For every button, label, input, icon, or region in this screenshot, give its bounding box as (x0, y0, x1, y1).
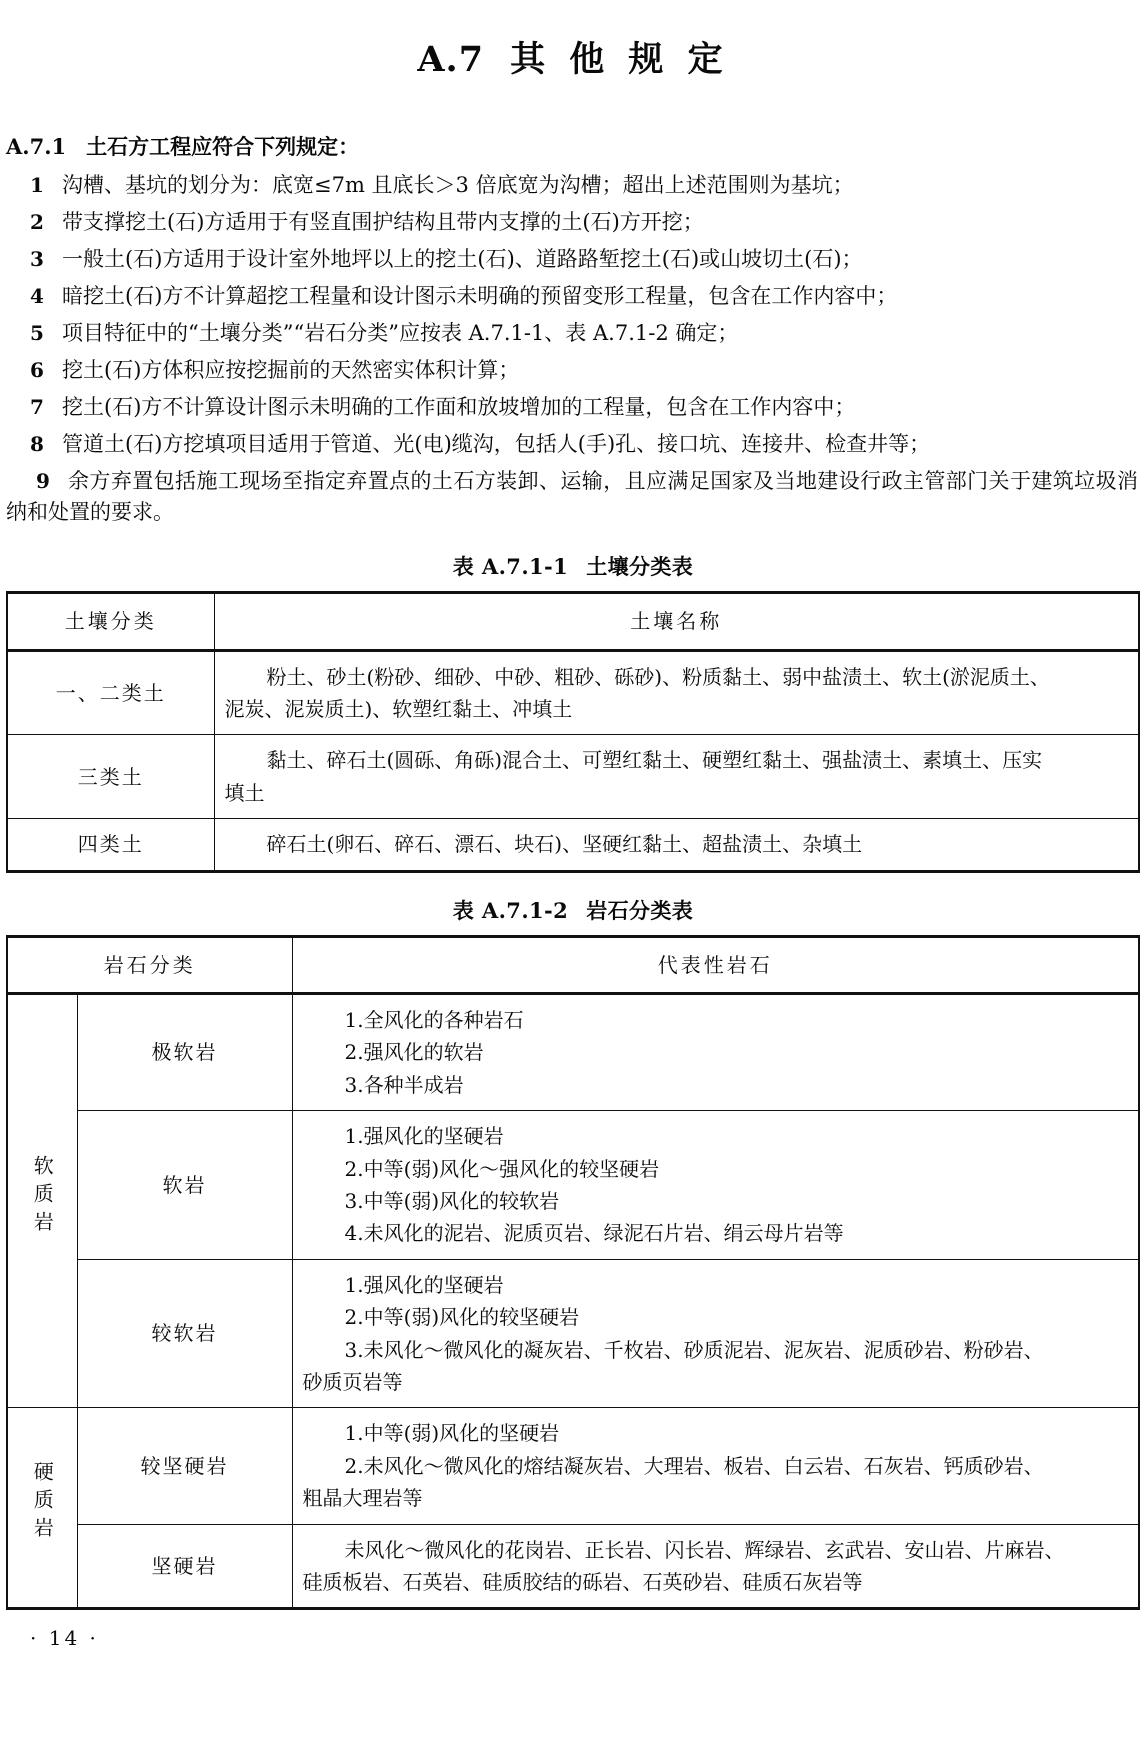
rock-classification-table (6, 935, 1140, 1611)
clause-block (0, 134, 1146, 529)
soil-name-line: 泥炭、泥炭质土)、软塑红黏土、冲填土 (224, 697, 573, 722)
table-row (7, 735, 1139, 819)
list-item (6, 170, 1138, 202)
soil-class-cell: 四类土 (7, 819, 214, 871)
list-item-index: 6 (30, 357, 44, 382)
rock-line: 2.中等(弱)风化的较坚硬岩 (344, 1305, 580, 1330)
list-item (6, 244, 1138, 276)
table-header-row (7, 936, 1139, 993)
rock-representative-cell (292, 1524, 1139, 1609)
soil-name-cell (214, 819, 1139, 871)
rock-group-label: 硬质岩 (7, 1408, 77, 1609)
list-item-index: 1 (30, 173, 44, 198)
list-item-text: 沟槽、基坑的划分为：底宽≤7m 且底长＞3 倍底宽为沟槽；超出上述范围则为基坑； (62, 173, 854, 198)
list-item-text: 项目特征中的“土壤分类”“岩石分类”应按表 A.7.1-1、表 A.7.1-2 确定； (62, 320, 739, 345)
list-item-text: 一般土(石)方适用于设计室外地坪以上的挖土(石)、道路路堑挖土(石)或山坡切土(石)； (62, 247, 863, 272)
rock-line: 3.中等(弱)风化的较软岩 (344, 1189, 560, 1213)
list-item-index: 4 (30, 283, 44, 308)
list-item-text: 带支撑挖土(石)方适用于有竖直围护结构且带内支撑的土(石)方开挖； (62, 210, 704, 235)
section-code: A.7 (417, 39, 485, 80)
rock-line: 未风化～微风化的花岗岩、正长岩、闪长岩、辉绿岩、玄武岩、安山岩、片麻岩、 (344, 1537, 1065, 1562)
rock-line: 3.未风化～微风化的凝灰岩、千枚岩、砂质泥岩、泥灰岩、泥质砂岩、粉砂岩、 (344, 1337, 1044, 1362)
list-item (6, 392, 1138, 424)
soil-classification-table (6, 591, 1140, 872)
list-item-text: 暗挖土(石)方不计算超挖工程量和设计图示未明确的预留变形工程量，包含在工作内容中； (62, 283, 898, 308)
clause-number: A.7.1 (6, 134, 67, 159)
rock-header-class: 岩石分类 (7, 936, 292, 993)
list-item (6, 466, 1138, 530)
rock-table-caption (0, 895, 1146, 925)
rock-subtype-cell: 较软岩 (77, 1259, 292, 1408)
rock-table-caption-label: 表 A.7.1-2 (452, 897, 569, 923)
table-row (7, 819, 1139, 871)
rock-line-continuation: 粗晶大理岩等 (302, 1486, 423, 1511)
list-item-text: 余方弃置包括施工现场至指定弃置点的土石方装卸、运输，且应满足国家及当地建设行政主管部门关于建筑垃圾消纳和处置的要求。 (6, 468, 1138, 525)
rock-group-label: 软质岩 (7, 994, 77, 1408)
soil-table-caption-title: 土壤分类表 (586, 554, 694, 580)
rock-line: 3.各种半成岩 (344, 1072, 464, 1097)
soil-header-class: 土壤分类 (7, 593, 214, 650)
table-header-row (7, 593, 1139, 650)
list-item (6, 355, 1138, 387)
soil-table-caption (0, 551, 1146, 581)
list-item (6, 318, 1138, 350)
table-row (7, 1408, 1139, 1524)
rock-header-representative: 代表性岩石 (292, 936, 1139, 993)
rock-representative-cell (292, 1111, 1139, 1260)
list-item-index: 8 (30, 431, 44, 456)
soil-name-line: 粉土、砂土(粉砂、细砂、中砂、粗砂、砾砂)、粉质黏土、弱中盐渍土、软土(淤泥质土、 (266, 664, 1050, 689)
table-row (7, 1524, 1139, 1609)
rock-table-caption-title: 岩石分类表 (586, 897, 694, 923)
soil-name-cell (214, 650, 1139, 735)
clause-item-list (6, 170, 1138, 529)
list-item (6, 207, 1138, 239)
list-item-index: 9 (36, 468, 50, 493)
soil-name-line: 碎石土(卵石、碎石、漂石、块石)、坚硬红黏土、超盐渍土、杂填土 (266, 832, 863, 857)
document-page (0, 18, 1146, 1739)
rock-subtype-cell: 坚硬岩 (77, 1524, 292, 1609)
rock-subtype-cell: 较坚硬岩 (77, 1408, 292, 1524)
table-row (7, 1111, 1139, 1260)
rock-line: 2.强风化的软岩 (344, 1040, 484, 1065)
rock-representative-cell (292, 994, 1139, 1111)
rock-line: 2.中等(弱)风化～强风化的较坚硬岩 (344, 1156, 660, 1181)
rock-line-continuation: 砂质页岩等 (302, 1369, 403, 1394)
rock-line: 1.强风化的坚硬岩 (344, 1124, 504, 1149)
list-item-text: 挖土(石)方不计算设计图示未明确的工作面和放坡增加的工程量，包含在工作内容中； (62, 394, 856, 419)
soil-class-cell: 一、二类土 (7, 650, 214, 735)
list-item (6, 429, 1138, 461)
table-row (7, 994, 1139, 1111)
rock-line: 4.未风化的泥岩、泥质页岩、绿泥石片岩、绢云母片岩等 (344, 1221, 844, 1246)
list-item-index: 2 (30, 210, 44, 235)
rock-line: 2.未风化～微风化的熔结凝灰岩、大理岩、板岩、白云岩、石灰岩、钙质砂岩、 (344, 1453, 1044, 1478)
rock-line: 1.强风化的坚硬岩 (344, 1272, 504, 1297)
page-number: · 14 · (30, 1626, 99, 1651)
soil-name-line: 黏土、碎石土(圆砾、角砾)混合土、可塑红黏土、硬塑红黏土、强盐渍土、素填土、压实 (266, 748, 1043, 773)
soil-name-cell (214, 735, 1139, 819)
soil-class-cell: 三类土 (7, 735, 214, 819)
list-item-index: 7 (30, 394, 44, 419)
soil-name-line: 填土 (224, 780, 265, 805)
list-item-index: 3 (30, 247, 44, 272)
list-item-index: 5 (30, 320, 44, 345)
rock-line-continuation: 硅质板岩、石英岩、硅质胶结的砾岩、石英砂岩、硅质石灰岩等 (302, 1569, 863, 1594)
rock-representative-cell (292, 1259, 1139, 1408)
soil-table-caption-label: 表 A.7.1-1 (452, 554, 569, 580)
list-item (6, 281, 1138, 313)
list-item-text: 挖土(石)方体积应按挖掘前的天然密实体积计算； (62, 357, 520, 382)
soil-header-name: 土壤名称 (214, 593, 1139, 650)
clause-heading (6, 134, 1138, 160)
rock-line: 1.中等(弱)风化的坚硬岩 (344, 1421, 560, 1446)
list-item-text: 管道土(石)方挖填项目适用于管道、光(电)缆沟，包括人(手)孔、接口坑、连接井、检查井等； (62, 431, 931, 456)
rock-representative-cell (292, 1408, 1139, 1524)
clause-heading-text: 土石方工程应符合下列规定： (86, 134, 360, 159)
rock-subtype-cell: 软岩 (77, 1111, 292, 1260)
rock-line: 1.全风化的各种岩石 (344, 1008, 524, 1033)
rock-subtype-cell: 极软岩 (77, 994, 292, 1111)
section-title-text: 其 他 规 定 (510, 39, 729, 80)
table-row (7, 650, 1139, 735)
page-title (0, 18, 1146, 82)
table-row (7, 1259, 1139, 1408)
